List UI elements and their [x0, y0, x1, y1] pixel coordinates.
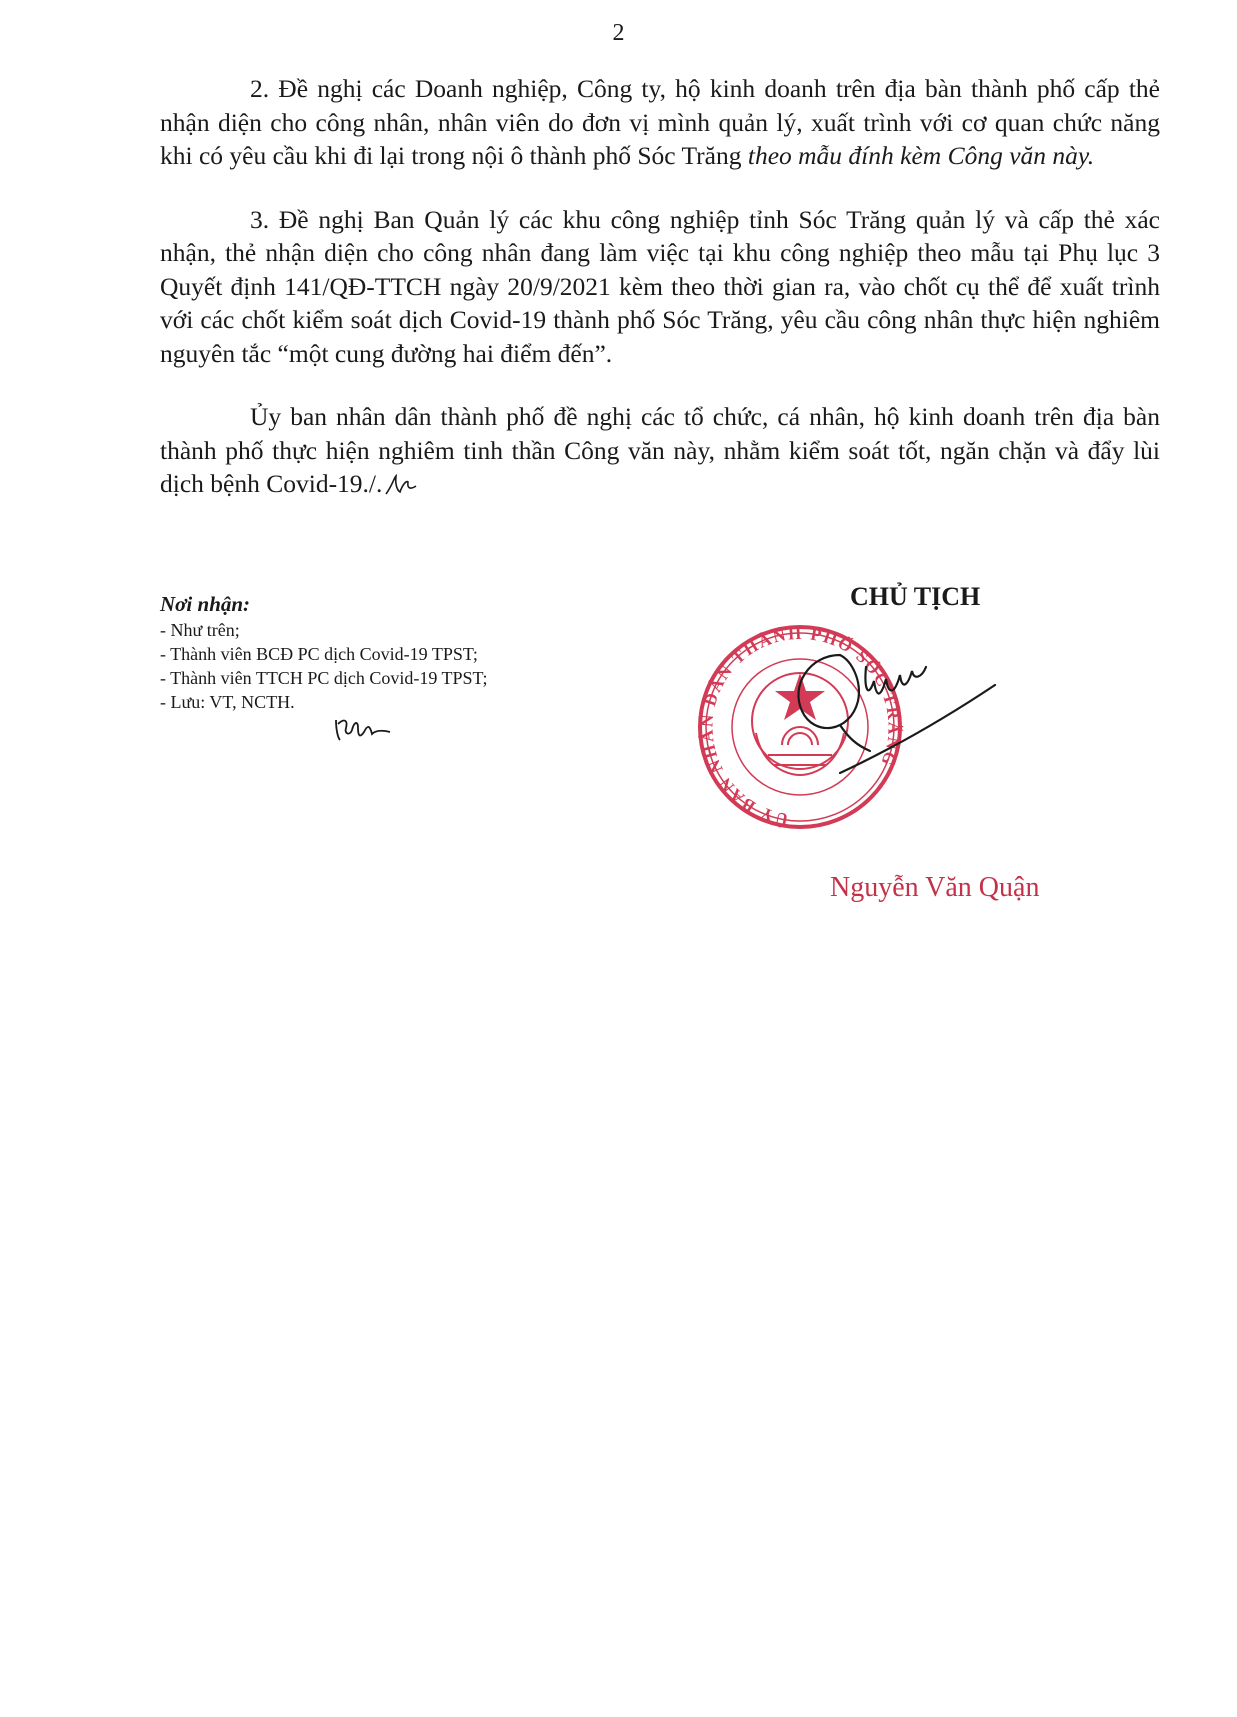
paragraph-3-text: 3. Đề nghị Ban Quản lý các khu công nghiệp tỉnh Sóc Trăng quản lý và cấp thẻ xác nhận, thẻ nhận diện cho công nhân đang làm việc tại khu công nghiệp theo mẫu tại Phụ lục 3 Quyết định 141/QĐ-TTCH ngày 20/9/2021 kèm theo thời gian ra, vào chốt cụ thể để xuất trình với các chốt kiểm soát dịch Covid-19 thành phố Sóc Trăng, yêu cầu công nhân thực hiện nghiêm nguyên tắc “một cung đường hai điểm đến”. — [160, 204, 1160, 368]
seal-and-signature — [690, 615, 1100, 855]
recipients-block — [160, 592, 620, 714]
signer-name: Nguyễn Văn Quận — [830, 872, 1040, 903]
recipient-item: - Thành viên BCĐ PC dịch Covid-19 TPST; — [160, 644, 478, 664]
page-number: 2 — [612, 20, 625, 46]
recipient-item: - Như trên; — [160, 620, 240, 640]
paragraph-3 — [160, 203, 1160, 371]
signatory-title: CHỦ TỊCH — [850, 582, 981, 611]
document-body — [160, 72, 1160, 531]
recipients-title: Nơi nhận: — [160, 592, 251, 616]
recipient-item: - Lưu: VT, NCTH. — [160, 692, 295, 712]
paragraph-2-text: 2. Đề nghị các Doanh nghiệp, Công ty, hộ kinh doanh trên địa bàn thành phố cấp thẻ nhận diện cho công nhân, nhân viên do đơn vị mình quản lý, xuất trình với cơ quan chức năng khi có yêu cầu khi đi lại trong nội ô thành phố Sóc Trăng — [160, 74, 1160, 170]
official-seal-icon — [690, 615, 1100, 855]
recipient-initial-icon — [330, 710, 396, 744]
initial-mark-icon — [382, 472, 422, 498]
paragraph-2 — [160, 72, 1160, 173]
closing-paragraph-text: Ủy ban nhân dân thành phố đề nghị các tổ chức, cá nhân, hộ kinh doanh trên địa bàn thành phố thực hiện nghiêm tinh thần Công văn này, nhằm kiểm soát tốt, ngăn chặn và đẩy lùi dịch bệnh Covid-19./. — [160, 402, 1160, 498]
svg-text:ỦY BAN NHÂN DÂN THÀNH PHỐ SÓC: ỦY BAN NHÂN DÂN THÀNH PHỐ SÓC TRĂNG — [697, 623, 904, 830]
recipient-item: - Thành viên TTCH PC dịch Covid-19 TPST; — [160, 668, 488, 688]
closing-paragraph — [160, 400, 1160, 501]
paragraph-2-emphasis: theo mẫu đính kèm Công văn này. — [747, 141, 1095, 170]
